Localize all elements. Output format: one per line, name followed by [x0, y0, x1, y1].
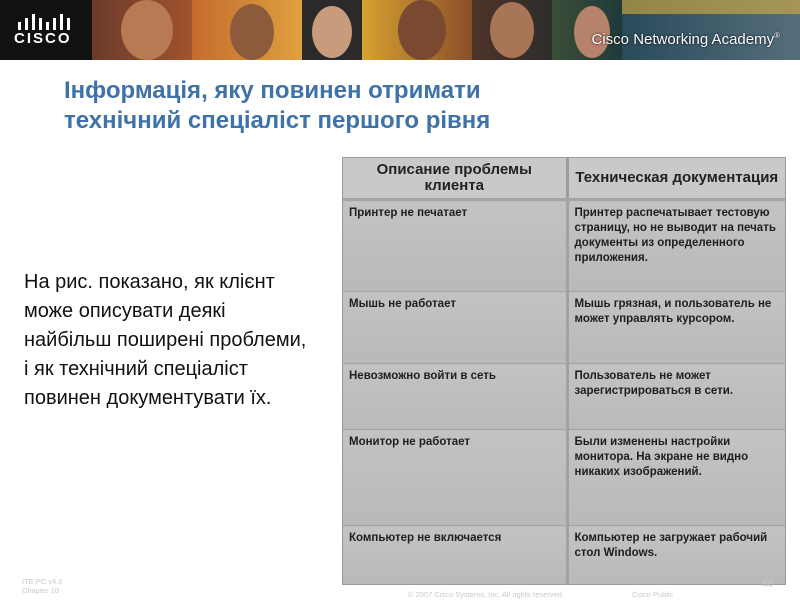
academy-brand — [592, 31, 780, 48]
cisco-bars-icon — [18, 14, 74, 30]
table-row — [343, 526, 785, 585]
slide-body-text: На рис. показано, як клієнт може описувати деякі найбільш поширені проблеми, і як технічний спеціаліст повинен документувати їх. — [24, 271, 307, 409]
footer-chapter: Chapter 10 — [22, 586, 60, 595]
slide-title-line-1: Інформація, яку повинен отримати — [64, 77, 481, 104]
problem-documentation-table — [342, 157, 786, 585]
footer-copyright: © 2007 Cisco Systems, Inc. All rights reserved. — [408, 590, 565, 599]
header-banner — [0, 0, 800, 60]
banner-photo-collage — [92, 0, 800, 60]
table-row — [343, 430, 785, 526]
academy-name: Cisco Networking Academy — [591, 31, 775, 48]
page-number: 44 — [762, 579, 774, 590]
footer-course-info — [22, 577, 62, 595]
header-customer-description: Описание проблемы клиента — [343, 158, 567, 200]
table-header-row — [343, 158, 785, 200]
documentation-cell: Были изменены настройки монитора. На экране не видно никаких изображений. — [567, 430, 785, 526]
documentation-cell: Мышь грязная, и пользователь не может управлять курсором. — [567, 292, 785, 364]
table-row — [343, 364, 785, 430]
cisco-wordmark: CISCO — [14, 30, 72, 47]
problem-cell: Невозможно войти в сеть — [343, 364, 567, 430]
cisco-logo — [0, 0, 92, 60]
academy-trademark: ® — [774, 31, 780, 40]
table-row — [343, 200, 785, 292]
documentation-cell: Компьютер не загружает рабочий стол Windows. — [567, 526, 785, 585]
problem-cell: Монитор не работает — [343, 430, 567, 526]
table-row — [343, 292, 785, 364]
documentation-cell: Пользователь не может зарегистрироваться в сети. — [567, 364, 785, 430]
problem-cell: Мышь не работает — [343, 292, 567, 364]
problems-table — [343, 158, 785, 584]
documentation-cell: Принтер распечатывает тестовую страницу, но не выводит на печать документы из определенного приложения. — [567, 200, 785, 292]
footer-course: ITE PC v4.0 — [22, 577, 63, 586]
banner-photo-strip — [92, 0, 800, 60]
header-technical-documentation: Техническая документация — [567, 158, 785, 200]
footer-classification: Cisco Public — [632, 590, 674, 599]
slide-title — [64, 76, 764, 136]
slide-title-line-2: технічний спеціаліст першого рівня — [64, 107, 491, 134]
problem-cell: Компьютер не включается — [343, 526, 567, 585]
problem-cell: Принтер не печатает — [343, 200, 567, 292]
